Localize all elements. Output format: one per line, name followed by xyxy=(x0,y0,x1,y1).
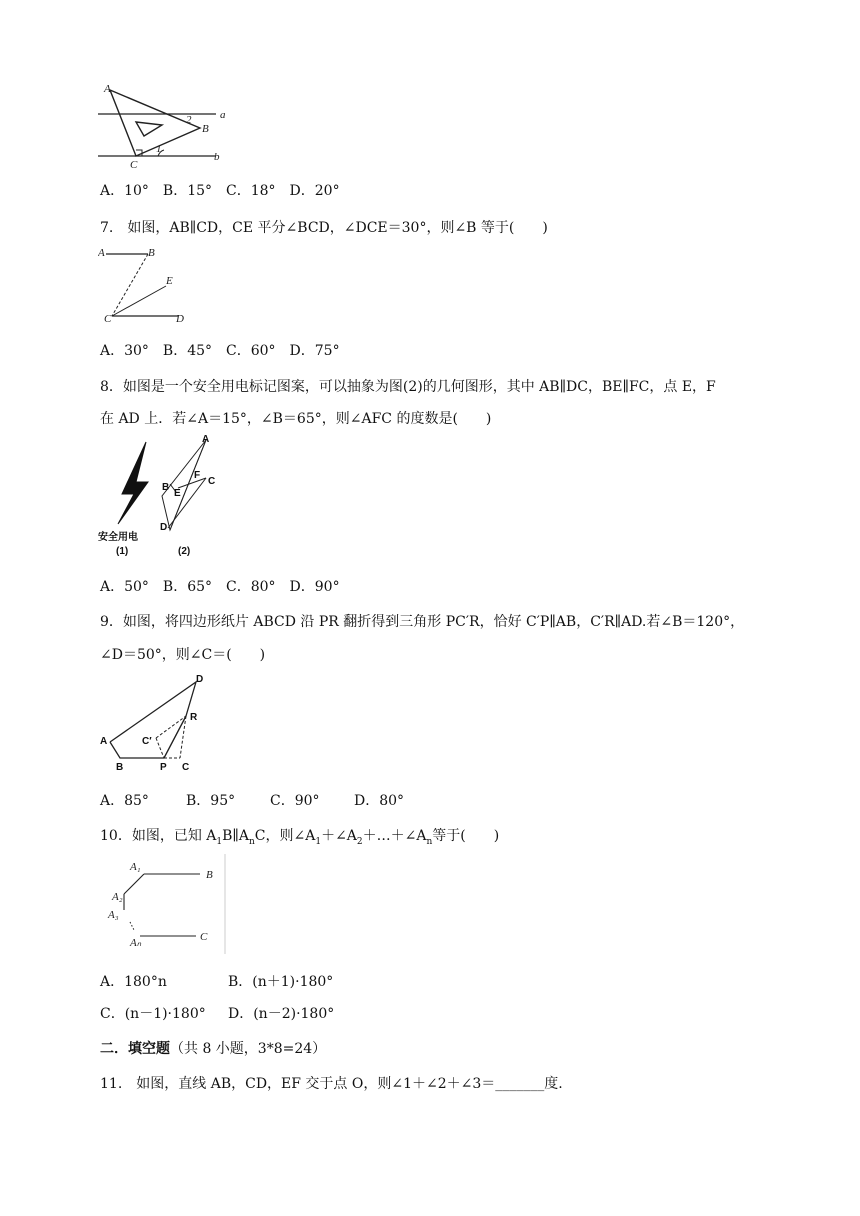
q8-figure xyxy=(96,434,226,558)
q10-option-b: B．(n＋1)·180° xyxy=(228,974,334,990)
q10-options-row1 xyxy=(100,971,333,991)
q7-label-B: B xyxy=(148,247,155,259)
q8-label-C: C xyxy=(208,476,216,487)
q11-stem: 11. 如图，直线 AB，CD，EF 交于点 O，则∠1＋∠2＋∠3＝_______度. xyxy=(100,1076,563,1092)
q6-label-1: 1 xyxy=(156,143,162,155)
q10-label-C: C xyxy=(200,931,208,943)
q9-stem-line1: 9．如图，将四边形纸片 ABCD 沿 PR 翻折得到三角形 PC′R，恰好 C′P∥AB，C′R∥AD.若∠B＝120°， xyxy=(100,614,745,630)
q9-label-R: R xyxy=(190,712,198,723)
q8-stem-line2: 在 AD 上．若∠A＝15°，∠B＝65°，则∠AFC 的度数是( ) xyxy=(100,411,492,427)
q9-label-C: C xyxy=(182,762,190,772)
q10-options-row2 xyxy=(100,1003,334,1023)
q6-label-2: 2 xyxy=(186,114,192,126)
q10-option-d: D．(n－2)·180° xyxy=(228,1006,335,1022)
q10-option-c: C．(n－1)·180° xyxy=(100,1006,206,1022)
q9-label-C-prime: C′ xyxy=(142,736,152,747)
q6-label-C: C xyxy=(130,159,138,170)
q8-fig2-number: (2) xyxy=(178,546,191,557)
q7-label-E: E xyxy=(166,275,173,287)
q10-figure xyxy=(100,854,230,954)
q8-stem-line1: 8．如图是一个安全用电标记图案，可以抽象为图(2)的几何图形，其中 AB∥DC，BE∥FC，点 E，F xyxy=(100,379,716,395)
q9-label-D: D xyxy=(196,674,204,685)
q9-label-A: A xyxy=(100,736,108,747)
q10-label-An: Aₙ xyxy=(130,937,142,949)
q8-fig1-caption: 安全用电 xyxy=(98,532,138,543)
q10-label-A3: A₃ xyxy=(108,909,119,921)
q8-label-F: F xyxy=(194,470,201,481)
q6-label-b: b xyxy=(214,151,220,163)
q8-label-D: D xyxy=(160,522,168,533)
q8-fig1-number: (1) xyxy=(116,546,129,557)
q6-options: A．10° B．15° C．18° D．20° xyxy=(100,183,340,199)
q7-options: A．30° B．45° C．60° D．75° xyxy=(100,343,340,359)
q9-option-a: A．85° xyxy=(100,793,149,809)
q7-stem: 7. 如图，AB∥CD，CE 平分∠BCD，∠DCE＝30°，则∠B 等于( ) xyxy=(100,220,548,236)
q9-stem-line2: ∠D＝50°，则∠C＝( ) xyxy=(100,647,266,663)
q8-label-E: E xyxy=(174,488,181,499)
q9-label-B: B xyxy=(116,762,124,772)
q10-label-A2: A₂ xyxy=(112,891,123,903)
q7-figure xyxy=(98,246,198,326)
q8-label-B: B xyxy=(162,482,170,493)
q10-label-A1: A₁ xyxy=(130,861,141,873)
q6-label-a: a xyxy=(220,109,226,121)
section-title: 二．填空题（共 8 小题，3*8=24） xyxy=(100,1040,327,1057)
q7-label-C: C xyxy=(104,313,112,325)
q8-label-A: A xyxy=(202,434,210,445)
q10-stem: 10．如图，已知 $A_1B\parallel A_nC$，则$\angle A_1+\angle A_2+\dots+\angle A_n$等于( ) xyxy=(100,828,500,847)
q9-options xyxy=(100,790,404,810)
q6-label-A: A xyxy=(104,83,111,95)
q9-figure xyxy=(96,672,216,772)
q7-label-A: A xyxy=(98,247,105,259)
q7-label-D: D xyxy=(176,313,184,325)
q9-option-c: C．90° xyxy=(270,793,320,809)
q9-label-P: P xyxy=(160,762,167,772)
q9-option-b: B．95° xyxy=(186,793,236,809)
q9-option-d: D．80° xyxy=(354,793,405,809)
q6-label-B: B xyxy=(202,123,209,135)
q10-option-a: A．180°n xyxy=(100,974,167,990)
q6-figure xyxy=(98,80,228,170)
q10-label-B: B xyxy=(206,869,213,881)
q8-options: A．50° B．65° C．80° D．90° xyxy=(100,579,340,595)
lightning-bolt-icon xyxy=(118,442,148,524)
